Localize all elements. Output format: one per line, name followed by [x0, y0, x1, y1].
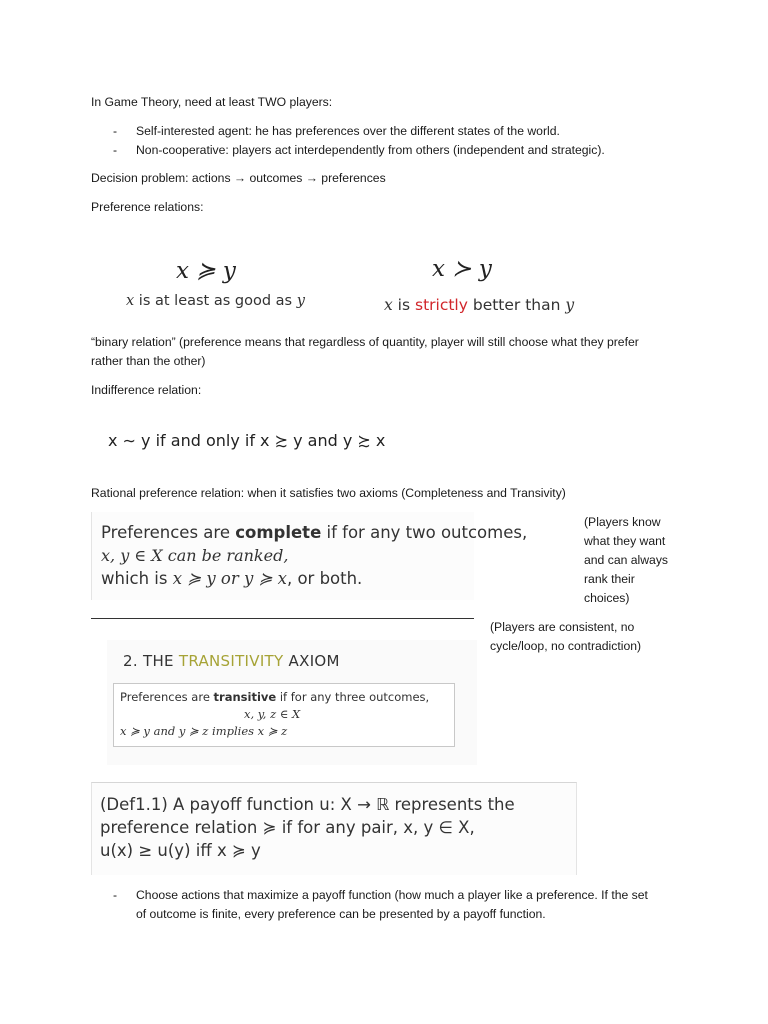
note-line: cycle/loop, no contradiction): [490, 639, 642, 653]
bullet-self-interested: Self-interested agent: he has preferences over the different states of the world.: [136, 124, 560, 138]
note-line: choices): [584, 591, 630, 605]
payoff-bullet-line1: Choose actions that maximize a payoff function (how much a player like a preference. If the set: [136, 888, 648, 902]
text: if for any two outcomes,: [321, 523, 528, 542]
text: if for any three outcomes,: [276, 690, 430, 704]
caption-text: better than: [467, 296, 566, 314]
caption-text: is at least as good as: [134, 293, 297, 309]
weak-preference-formula: x ≽ y: [176, 258, 236, 284]
completeness-line3: [101, 569, 362, 588]
note-line: (Players know: [584, 515, 661, 529]
transitivity-note: [490, 618, 641, 656]
rational-preference-text: Rational preference relation: when it satisfies two axioms (Completeness and Transivity): [91, 486, 566, 500]
transitivity-title: [123, 652, 340, 670]
bullet-dash: -: [113, 124, 118, 138]
text: Preferences are: [120, 690, 214, 704]
transitivity-line2: x, y, z ∈ X: [244, 707, 301, 721]
payoff-bullet-line2: of outcome is finite, every preference can be presented by a payoff function.: [136, 907, 546, 921]
caption-var-y: y: [565, 296, 575, 314]
strictly-highlight: strictly: [415, 296, 468, 314]
note-line: rank their: [584, 572, 635, 586]
indifference-formula: x ∼ y if and only if x ≿ y and y ≿ x: [108, 431, 386, 450]
text: 2. THE: [123, 652, 179, 670]
strict-preference-formula: x ≻ y: [432, 256, 492, 282]
weak-preference-caption: [126, 293, 305, 309]
definition-line1: (Def1.1) A payoff function u: X → ℝ represents the: [100, 795, 515, 814]
transitivity-line1: [120, 690, 429, 704]
completeness-note: [584, 513, 668, 608]
decision-problem-text: Decision problem: actions → outcomes → preferences: [91, 171, 386, 185]
math: x ≽ y or y ≽ x: [172, 569, 287, 588]
definition-line2: preference relation ≽ if for any pair, x, y ∈ X,: [100, 818, 475, 837]
note-line: and can always: [584, 553, 669, 567]
completeness-line1: [101, 523, 527, 542]
preference-relations-label: Preference relations:: [91, 200, 204, 214]
intro-text: In Game Theory, need at least TWO players:: [91, 95, 333, 109]
binary-relation-line2: rather than the other): [91, 354, 206, 368]
caption-var-y: y: [296, 293, 305, 309]
payoff-definition-box: [91, 782, 577, 875]
note-line: what they want: [584, 534, 666, 548]
strict-preference-caption: [384, 296, 574, 314]
transitivity-highlight: TRANSITIVITY: [178, 652, 284, 670]
transitivity-inner-box: [113, 683, 455, 747]
text: Preferences are: [101, 523, 236, 542]
bullet-dash: -: [113, 888, 118, 902]
caption-var-x: x: [384, 296, 393, 314]
text: AXIOM: [283, 652, 340, 670]
transitive-bold: transitive: [213, 690, 277, 704]
divider-line: [91, 618, 474, 619]
indifference-label: Indifference relation:: [91, 383, 202, 397]
bullet-dash: -: [113, 143, 118, 157]
transitivity-line3: x ≽ y and y ≽ z implies x ≽ z: [120, 724, 288, 738]
definition-line3: u(x) ≥ u(y) iff x ≽ y: [100, 841, 261, 860]
bullet-non-cooperative: Non-cooperative: players act interdependently from others (independent and strategic).: [136, 143, 605, 157]
binary-relation-line1: “binary relation” (preference means that regardless of quantity, player will still choose what they prefer: [91, 335, 639, 349]
text: which is: [101, 569, 173, 588]
text: , or both.: [286, 569, 363, 588]
caption-text: is: [392, 296, 415, 314]
caption-var-x: x: [126, 293, 135, 309]
complete-bold: complete: [235, 523, 322, 542]
completeness-line2: x, y ∈ X can be ranked,: [101, 546, 289, 565]
transitivity-panel: [107, 640, 477, 765]
note-line: (Players are consistent, no: [490, 620, 635, 634]
completeness-box: [91, 512, 528, 600]
